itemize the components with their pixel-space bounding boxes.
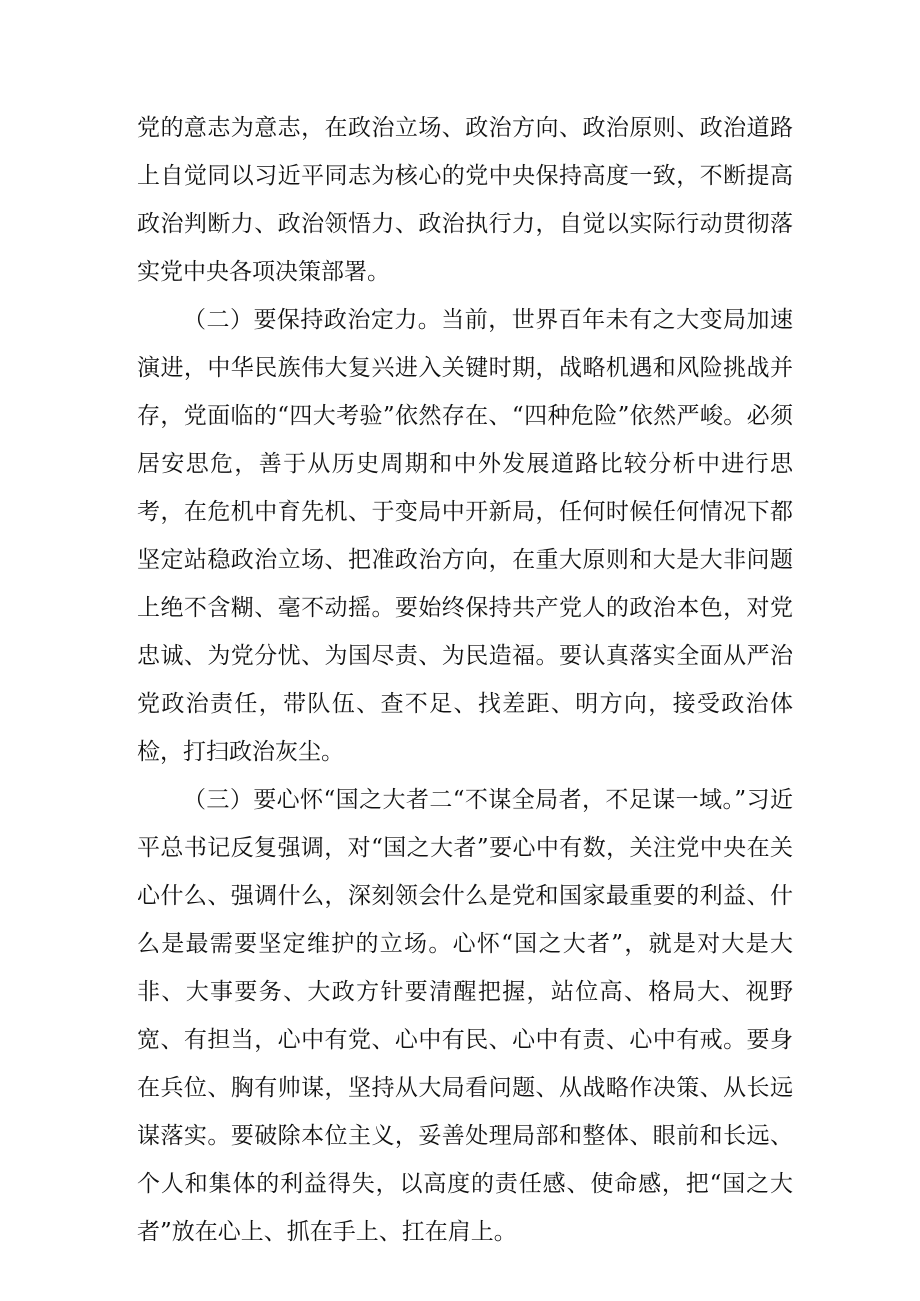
paragraph-national-interests: （三）要心怀“国之大者二“不谋全局者，不足谋一域。”习近平总书记反复强调，对“国之大者”要心中有数，关注党中央在关心什么、强调什么，深刻领会什么是党和国家最重要的利益、什么是最需要坚定维护的立场。心怀“国之大者”，就是对大是大非、大事要务、大政方针要清醒把握，站位高、格局大、视野宽、有担当，心中有党、心中有民、心中有责、心中有戒。要身在兵位、胸有帅谋，坚持从大局看问题、从战略作决策、从长远谋落实。要破除本位主义，妥善处理局部和整体、眼前和长远、个人和集体的利益得失，以高度的责任感、使命感，把“国之大者”放在心上、抓在手上、扛在肩上。 <box>137 787 793 1245</box>
paragraph-political-resolve: （二）要保持政治定力。当前，世界百年未有之大变局加速演进，中华民族伟大复兴进入关键时期，战略机遇和风险挑战并存，党面临的“四大考验”依然存在、“四种危险”依然严峻。必须居安思危，善于从历史周期和中外发展道路比较分析中进行思考，在危机中育先机、于变局中开新局，任何时候任何情况下都坚定站稳政治立场、把准政治方向，在重大原则和大是大非问题上绝不含糊、毫不动摇。要始终保持共产党人的政治本色，对党忠诚、为党分忧、为国尽责、为民造福。要认真落实全面从严治党政治责任，带队伍、查不足、找差距、明方向，接受政治体检，打扫政治灰尘。 <box>137 307 793 765</box>
document-body <box>137 104 793 1256</box>
paragraph-continuation: 党的意志为意志，在政治立场、政治方向、政治原则、政治道路上自觉同以习近平同志为核心的党中央保持高度一致，不断提高政治判断力、政治领悟力、政治执行力，自觉以实际行动贯彻落实党中央各项决策部署。 <box>137 115 793 285</box>
